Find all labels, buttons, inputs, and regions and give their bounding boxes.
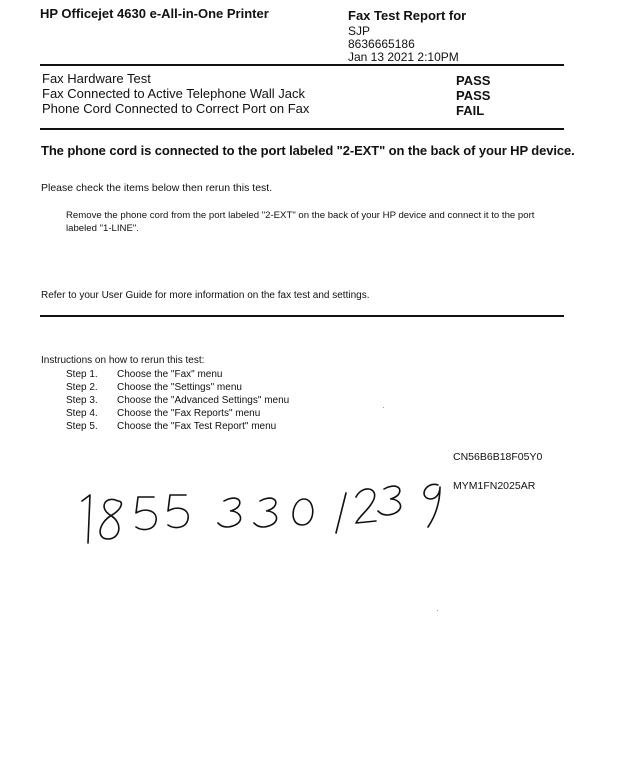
remedy-divider [40, 315, 564, 317]
check-message: Please check the items below then rerun this test. [41, 182, 273, 194]
step-number: Step 4. [66, 408, 98, 419]
test-status-hardware: PASS [456, 73, 491, 88]
test-name-hardware: Fax Hardware Test [42, 71, 151, 86]
header-divider [40, 64, 564, 66]
step-number: Step 5. [66, 421, 98, 432]
scan-speck [437, 610, 438, 611]
step-text: Choose the "Advanced Settings" menu [117, 395, 290, 406]
handwritten-phone-number [60, 455, 460, 550]
report-title: Fax Test Report for [348, 8, 467, 23]
test-status-phone-cord: FAIL [456, 103, 485, 118]
printer-model: HP Officejet 4630 e-All-in-One Printer [40, 6, 269, 21]
model-code: MYM1FN2025AR [453, 480, 536, 492]
test-name-phone-cord: Phone Cord Connected to Correct Port on Fax [42, 101, 310, 116]
step-number: Step 2. [66, 382, 98, 393]
scan-speck [383, 407, 384, 408]
test-status-wall-jack: PASS [456, 88, 491, 103]
step-number: Step 1. [66, 369, 98, 380]
step-number: Step 3. [66, 395, 98, 406]
report-name: SJP [348, 24, 371, 38]
remedy-line-1: Remove the phone cord from the port labeled "2-EXT" on the back of your HP device and connect it to the port [66, 210, 535, 221]
results-divider [40, 128, 564, 130]
report-datetime: Jan 13 2021 2:10PM [348, 50, 459, 64]
step-text: Choose the "Fax" menu [117, 369, 223, 380]
refer-user-guide: Refer to your User Guide for more information on the fax test and settings. [41, 290, 370, 301]
serial-code: CN56B6B18F05Y0 [453, 451, 543, 463]
remedy-line-2: labeled "1-LINE". [66, 223, 139, 234]
report-fax-number: 8636665186 [348, 37, 415, 51]
instructions-heading: Instructions on how to rerun this test: [41, 355, 205, 366]
step-text: Choose the "Fax Reports" menu [117, 408, 261, 419]
step-text: Choose the "Fax Test Report" menu [117, 421, 277, 432]
step-text: Choose the "Settings" menu [117, 382, 242, 393]
test-name-wall-jack: Fax Connected to Active Telephone Wall Jack [42, 86, 306, 101]
problem-statement: The phone cord is connected to the port labeled "2-EXT" on the back of your HP device. [41, 143, 575, 158]
